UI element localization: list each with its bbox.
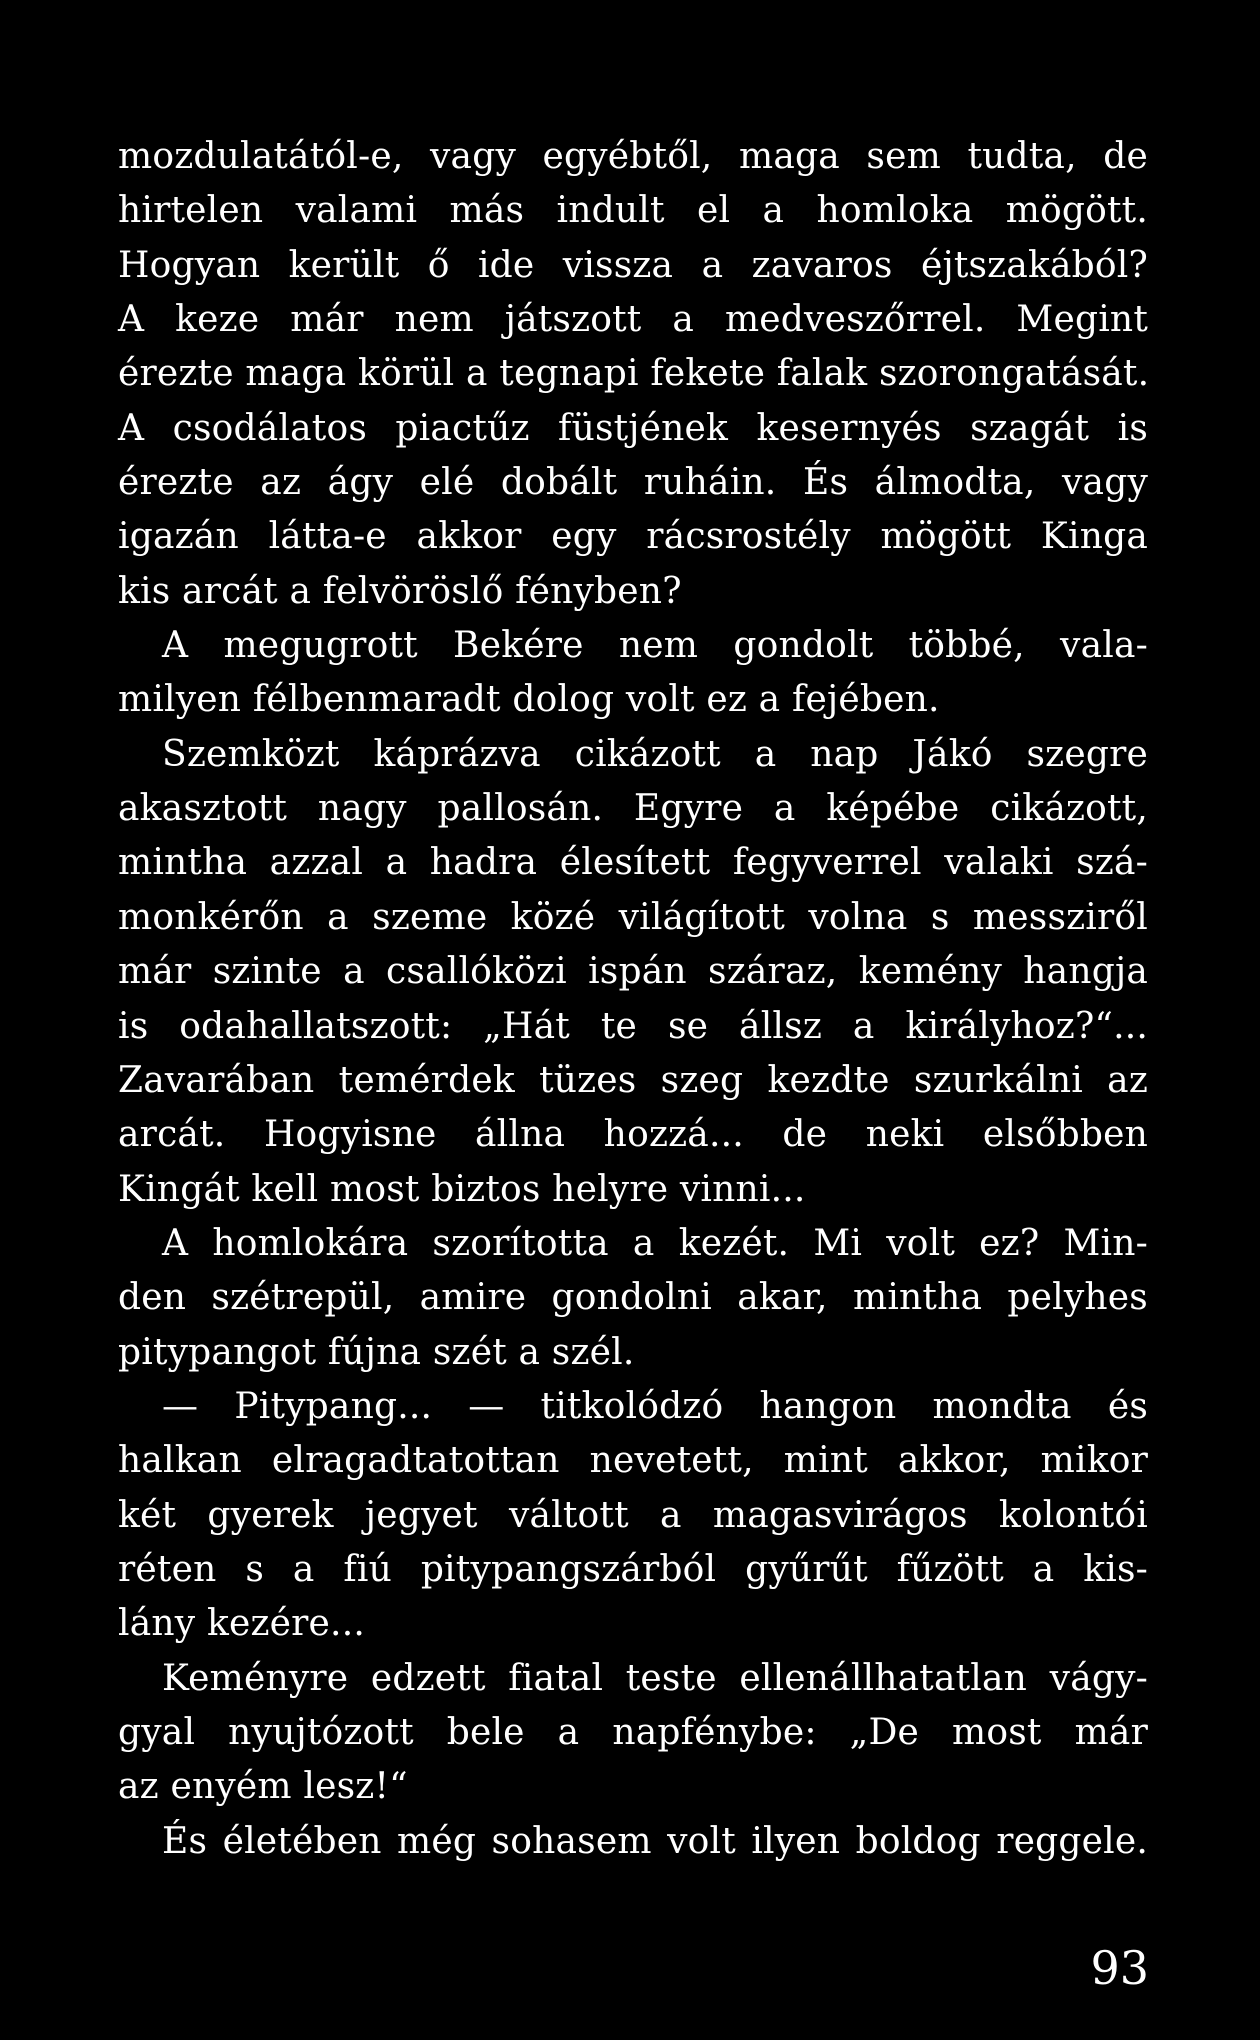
text-line: Zavarában temérdek tüzes szeg kezdte szurkálni az <box>118 1059 1148 1101</box>
text-line: lány kezére... <box>118 1603 365 1645</box>
text-line: — Pitypang... — titkolódzó hangon mondta és <box>162 1385 1148 1427</box>
text-line: És életében még sohasem volt ilyen boldog reggele. <box>162 1820 1148 1862</box>
text-line: mintha azzal a hadra élesített fegyverrel valaki szá- <box>118 842 1148 884</box>
text-line: réten s a fiú pitypangszárból gyűrűt fűzött a kis- <box>118 1548 1148 1590</box>
text-line: érezte maga körül a tegnapi fekete falak szorongatását. <box>118 353 1150 395</box>
text-line: pitypangot fújna szét a szél. <box>118 1331 635 1373</box>
text-line: mozdulatától-e, vagy egyébtől, maga sem tudta, de <box>118 136 1148 177</box>
text-line: Szemközt káprázva cikázott a nap Jákó szegre <box>162 733 1148 775</box>
text-line: A csodálatos piactűz füstjének kesernyés szagát is <box>118 407 1148 449</box>
text-line: A megugrott Bekére nem gondolt többé, vala- <box>162 625 1148 667</box>
text-line: Kingát kell most biztos helyre vinni... <box>118 1168 806 1210</box>
text-line: gyal nyujtózott bele a napfénybe: „De most már <box>118 1711 1148 1753</box>
text-line: érezte az ágy elé dobált ruháin. És álmodta, vagy <box>118 462 1148 504</box>
text-line: is odahallatszott: „Hát te se állsz a királyhoz?“... <box>118 1005 1148 1047</box>
text-line: akasztott nagy pallosán. Egyre a képébe cikázott, <box>118 788 1148 830</box>
text-line: Hogyan került ő ide vissza a zavaros éjtszakából? <box>118 244 1148 286</box>
text-line: den szétrepül, amire gondolni akar, mintha pelyhes <box>118 1277 1148 1319</box>
text-line: igazán látta-e akkor egy rácsrostély mögött Kinga <box>118 516 1148 558</box>
text-line: hirtelen valami más indult el a homloka mögött. <box>118 190 1148 232</box>
text-line: monkérőn a szeme közé világított volna s messziről <box>118 896 1148 938</box>
text-line: kis arcát a felvöröslő fényben? <box>118 570 682 612</box>
text-line: két gyerek jegyet váltott a magasvirágos kolontói <box>118 1494 1148 1536</box>
page-number: 93 <box>1090 1941 1149 1995</box>
text-line: milyen félbenmaradt dolog volt ez a fejében. <box>118 679 940 721</box>
text-line: A keze már nem játszott a medveszőrrel. Megint <box>118 299 1148 341</box>
text-line: az enyém lesz!“ <box>118 1766 408 1808</box>
text-line: halkan elragadtatottan nevetett, mint akkor, mikor <box>118 1440 1148 1482</box>
text-line: már szinte a csallóközi ispán száraz, kemény hangja <box>118 951 1148 993</box>
text-line: Keményre edzett fiatal teste ellenállhatatlan vágy- <box>162 1657 1148 1699</box>
body-text <box>118 130 1148 1869</box>
text-line: A homlokára szorította a kezét. Mi volt ez? Min- <box>162 1222 1148 1264</box>
text-line: arcát. Hogyisne állna hozzá... de neki elsőbben <box>118 1114 1148 1156</box>
